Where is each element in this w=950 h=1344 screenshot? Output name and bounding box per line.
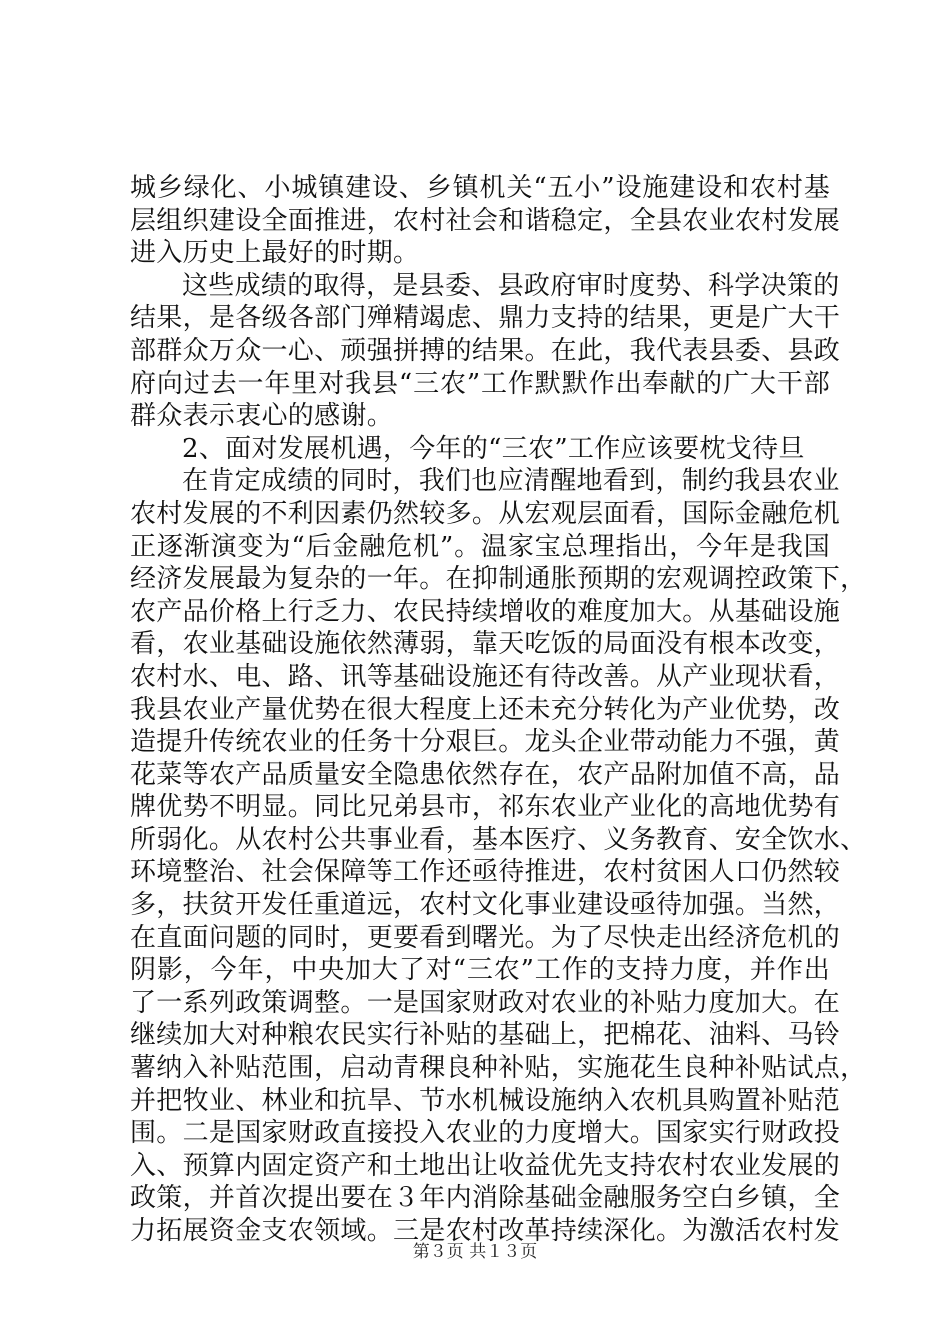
text-line: 这些成绩的取得，是县委、县政府审时度势、科学决策的 [182, 270, 840, 301]
page-number-footer: 第３页 共１３页 [412, 1242, 538, 1262]
text-line: 政策，并首次提出要在３年内消除基础金融服务空白乡镇，全 [130, 1183, 841, 1214]
text-line: 花菜等农产品质量安全隐患依然存在，农产品附加值不高，品 [130, 759, 841, 790]
text-line: 群众表示衷心的感谢。 [130, 401, 394, 432]
text-line: 薯纳入补贴范围，启动青稞良种补贴，实施花生良种补贴试点， [130, 1053, 867, 1084]
text-line: 入、预算内固定资产和土地出让收益优先支持农村农业发展的 [130, 1150, 841, 1181]
text-line: 环境整治、社会保障等工作还亟待推进，农村贫困人口仍然较 [130, 857, 841, 888]
text-line: 经济发展最为复杂的一年。在抑制通胀预期的宏观调控政策下， [130, 564, 867, 595]
text-line: 农产品价格上行乏力、农民持续增收的难度加大。从基础设施 [130, 596, 841, 627]
text-line: 结果，是各级各部门殚精竭虑、鼎力支持的结果，更是广大干 [130, 303, 841, 334]
text-line: 围。二是国家财政直接投入农业的力度增大。国家实行财政投 [130, 1118, 841, 1149]
text-line: 牌优势不明显。同比兄弟县市，祁东农业产业化的高地优势有 [130, 792, 841, 823]
text-line: 层组织建设全面推进，农村社会和谐稳定，全县农业农村发展 [130, 205, 841, 236]
text-line: 在肯定成绩的同时，我们也应清醒地看到，制约我县农业 [182, 466, 840, 497]
text-line: 府向过去一年里对我县“三农”工作默默作出奉献的广大干部 [130, 368, 830, 399]
text-line: 正逐渐演变为“后金融危机”。温家宝总理指出，今年是我国 [130, 531, 830, 562]
text-line: 多，扶贫开发任重道远，农村文化事业建设亟待加强。当然， [130, 890, 841, 921]
text-line: 所弱化。从农村公共事业看，基本医疗、义务教育、安全饮水、 [130, 824, 867, 855]
text-line: 我县农业产量优势在很大程度上还未充分转化为产业优势，改 [130, 694, 841, 725]
text-line: 农村发展的不利因素仍然较多。从宏观层面看，国际金融危机 [130, 498, 841, 529]
text-line: 阴影，今年，中央加大了对“三农”工作的支持力度，并作出 [130, 955, 830, 986]
text-line: 在直面问题的同时，更要看到曙光。为了尽快走出经济危机的 [130, 922, 841, 953]
text-line: 造提升传统农业的任务十分艰巨。龙头企业带动能力不强，黄 [130, 727, 841, 758]
text-line: 继续加大对种粮农民实行补贴的基础上，把棉花、油料、马铃 [130, 1020, 841, 1051]
section-heading: 2、面对发展机遇，今年的“三农”工作应该要枕戈待旦 [182, 433, 805, 464]
text-line: 了一系列政策调整。一是国家财政对农业的补贴力度加大。在 [130, 987, 841, 1018]
text-line: 城乡绿化、小城镇建设、乡镇机关“五小”设施建设和农村基 [130, 173, 830, 203]
document-body [130, 172, 867, 1248]
text-line: 进入历史上最好的时期。 [130, 238, 420, 269]
text-line: 看，农业基础设施依然薄弱，靠天吃饭的局面没有根本改变， [130, 629, 841, 660]
text-line: 并把牧业、林业和抗旱、节水机械设施纳入农机具购置补贴范 [130, 1085, 841, 1116]
text-line: 农村水、电、路、讯等基础设施还有待改善。从产业现状看， [130, 661, 841, 692]
text-line: 部群众万众一心、顽强拼搏的结果。在此，我代表县委、县政 [130, 335, 841, 366]
text-line: 力拓展资金支农领域。三是农村改革持续深化。为激活农村发 [130, 1216, 841, 1246]
